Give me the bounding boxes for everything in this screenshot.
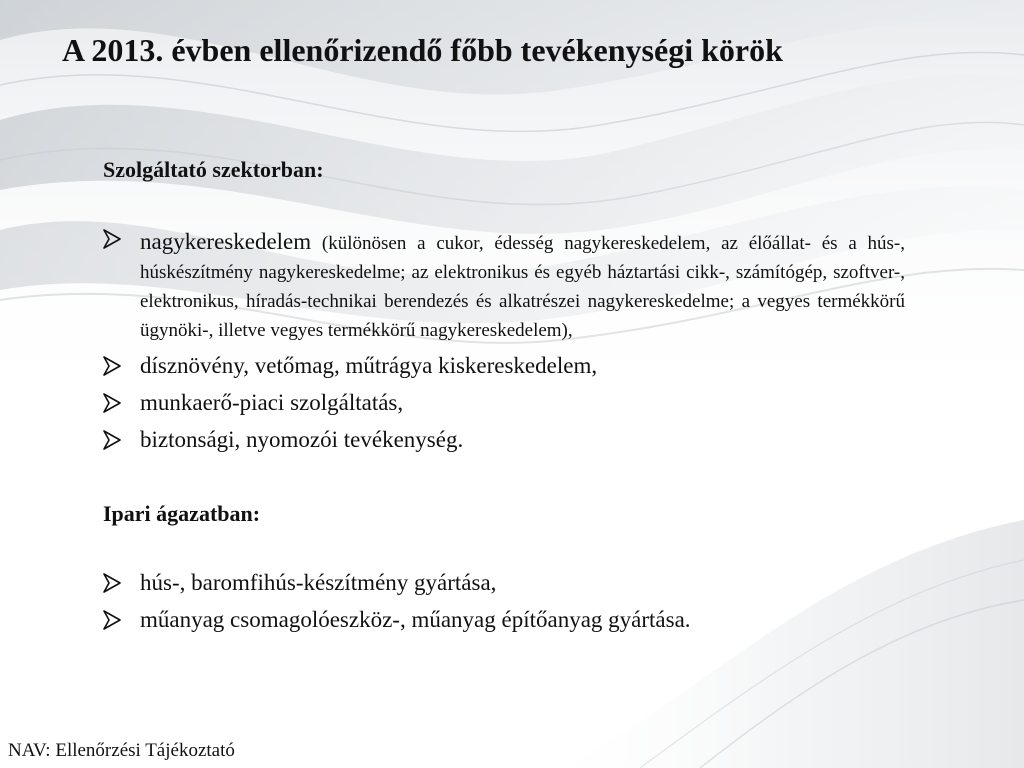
arrow-bullet-icon: [103, 610, 121, 630]
list-item: [103, 421, 905, 458]
section-heading: Szolgáltató szektorban:: [103, 157, 324, 182]
bullet-list: [103, 224, 905, 458]
slide-content: [103, 150, 905, 638]
list-item: [103, 224, 905, 347]
arrow-bullet-icon: [103, 356, 121, 376]
list-item: [103, 384, 905, 421]
footer-source: NAV: Ellenőrzési Tájékoztató: [8, 740, 235, 761]
section-heading: Ipari ágazatban:: [103, 501, 261, 526]
section-service-sector: [103, 150, 905, 458]
item-main-text: műanyag csomagolóeszköz-, műanyag építőanyag gyártása.: [140, 607, 691, 632]
item-main-text: dísznövény, vetőmag, műtrágya kiskereskedelem,: [140, 353, 598, 378]
item-main-text: biztonsági, nyomozói tevékenység.: [140, 427, 464, 452]
item-main-text: munkaerő-piaci szolgáltatás,: [140, 390, 404, 415]
arrow-bullet-icon: [103, 573, 121, 593]
item-main-text: hús-, baromfihús-készítmény gyártása,: [140, 570, 497, 595]
arrow-bullet-icon: [103, 430, 121, 450]
section-industry-sector: [103, 494, 905, 638]
arrow-bullet-icon: [103, 393, 121, 413]
list-item: [103, 347, 905, 384]
slide-title: A 2013. évben ellenőrizendő főbb tevékenységi körök: [62, 32, 783, 68]
arrow-bullet-icon: [103, 229, 121, 249]
bullet-list: [103, 564, 905, 638]
item-main-text: nagykereskedelem: [140, 229, 312, 254]
list-item: [103, 601, 905, 638]
list-item: [103, 564, 905, 601]
item-detail-text: (különösen a cukor, édesség nagykereskedelem, az élőállat- és a hús-, húskészítmény nagykereskedelme; az elektronikus és egyéb háztartási cikk-, számítógép, szoftver-, elektronikus, híradás-technikai berendezés és alkatrészei nagykereskedelme; a vegyes termékkörű ügynöki-, illetve vegyes termékkörű nagykereskedelem),: [140, 233, 905, 341]
